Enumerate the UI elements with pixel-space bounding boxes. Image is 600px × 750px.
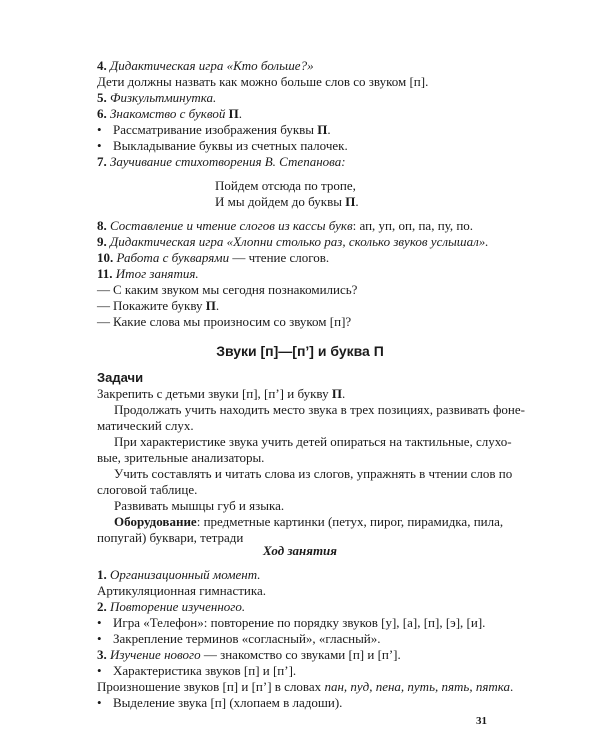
- item-label: Дидактическая игра «Кто больше?»: [110, 58, 314, 73]
- poem-tail: .: [355, 194, 359, 209]
- task-line: [97, 402, 527, 418]
- task-line: [97, 466, 527, 482]
- dialog-text: Покажите букву: [113, 298, 206, 313]
- task-line: [97, 434, 527, 450]
- lesson-item-2: [97, 599, 527, 615]
- item-4: [97, 58, 527, 74]
- poem-text: Пойдем отсюда по тропе,: [215, 178, 356, 193]
- equipment-label: Оборудование: [114, 514, 197, 529]
- letter-p: П: [331, 386, 342, 401]
- item-number: 3.: [97, 647, 107, 662]
- item-label: Дидактическая игра «Хлопни столько раз, сколько звуков услышал».: [110, 234, 489, 249]
- item-label: Изучение нового: [110, 647, 201, 662]
- item-label: Работа с букварями: [116, 250, 230, 265]
- item-11: [97, 266, 527, 282]
- lesson-text: [97, 679, 527, 695]
- dialog-text: С каким звуком мы сегодня познакомились?: [113, 282, 358, 297]
- item-10: [97, 250, 527, 266]
- equipment-line: [97, 514, 527, 530]
- task-text: Развивать мышцы губ и языка.: [114, 498, 285, 513]
- letter-p: П: [317, 122, 328, 137]
- task-tail: .: [341, 386, 346, 401]
- item-5: [97, 90, 527, 106]
- item-rest: — знакомство со звуками [п] и [п’].: [200, 647, 401, 662]
- bullet-icon: •: [97, 122, 102, 137]
- task-line: [97, 450, 527, 466]
- item-tail: .: [238, 106, 242, 121]
- item-number: 1.: [97, 567, 107, 582]
- item-number: 7.: [97, 154, 107, 169]
- item-text: Дети должны назвать как можно больше слов со звуком [п].: [97, 74, 429, 89]
- task-text: При характеристике звука учить детей опираться на тактильные, слухо-: [114, 434, 512, 449]
- dialog-line: [97, 282, 527, 298]
- item-9: [97, 234, 527, 250]
- poem-line-1: [215, 178, 356, 194]
- item-number: 9.: [97, 234, 107, 249]
- bullet-item: [97, 615, 527, 631]
- task-line: [97, 482, 527, 498]
- item-label: Составление и чтение слогов из кассы букв: [110, 218, 353, 233]
- bullet-icon: •: [97, 138, 102, 153]
- bullet-icon: •: [97, 631, 102, 646]
- item-rest: — чтение слогов.: [229, 250, 330, 265]
- dialog-line: [97, 298, 527, 314]
- dialog-line: [97, 314, 527, 330]
- bullet-item: [97, 122, 527, 138]
- letter-p: П: [228, 106, 239, 121]
- item-6: [97, 106, 527, 122]
- dash-mark: —: [97, 282, 110, 297]
- task-text: Закрепить с детьми звуки [п], [п’] и букву: [97, 386, 332, 401]
- item-number: 4.: [97, 58, 107, 73]
- dialog-tail: .: [215, 298, 220, 313]
- letter-p: П: [345, 194, 356, 209]
- item-label: Заучивание стихотворения В. Степанова:: [110, 154, 346, 169]
- item-number: 8.: [97, 218, 107, 233]
- item-label: Знакомство с буквой: [110, 106, 229, 121]
- letter-p: П: [205, 298, 216, 313]
- item-label: Организационный момент.: [110, 567, 261, 582]
- equipment-text: : предметные картинки (петух, пирог, пирамидка, пила,: [196, 514, 504, 529]
- item-number: 10.: [97, 250, 114, 265]
- item-number: 5.: [97, 90, 107, 105]
- lesson-item-1: [97, 567, 527, 583]
- section-title: Звуки [п]—[п’] и буква П: [216, 343, 384, 359]
- bullet-item: [97, 138, 527, 154]
- item-tail: .: [327, 122, 331, 137]
- item-number: 6.: [97, 106, 107, 121]
- bullet-icon: •: [97, 615, 102, 630]
- item-8: [97, 218, 527, 234]
- item-label: Физкультминутка.: [110, 90, 217, 105]
- task-text: Продолжать учить находить место звука в трех позициях, развивать фоне-: [114, 402, 525, 417]
- item-text: Закрепление терминов «согласный», «гласный».: [113, 631, 381, 646]
- item-text: Выкладывание буквы из счетных палочек.: [113, 138, 348, 153]
- task-line: [97, 418, 527, 434]
- item-number: 11.: [97, 266, 113, 281]
- lesson-item-3: [97, 647, 527, 663]
- bullet-item: [97, 695, 527, 711]
- task-text: матический слух.: [97, 418, 194, 433]
- tasks-heading: Задачи: [97, 370, 144, 385]
- item-7: [97, 154, 527, 170]
- item-text: Характеристика звуков [п] и [п’].: [113, 663, 297, 678]
- example-words: пан, пуд, пена, путь, пять, пятка: [324, 679, 511, 694]
- task-text: вые, зрительные анализаторы.: [97, 450, 265, 465]
- bullet-icon: •: [97, 695, 102, 710]
- poem-text: И мы дойдем до буквы: [215, 194, 346, 209]
- task-text: Учить составлять и читать слова из слогов, упражнять в чтении слов по: [114, 466, 513, 481]
- item-number: 2.: [97, 599, 107, 614]
- equipment-text: попугай) буквари, тетради: [97, 530, 244, 545]
- bullet-icon: •: [97, 663, 102, 678]
- lesson-tail: .: [510, 679, 514, 694]
- item-4-text: [97, 74, 527, 90]
- item-label: Повторение изученного.: [110, 599, 246, 614]
- item-text: Выделение звука [п] (хлопаем в ладоши).: [113, 695, 343, 710]
- lesson-text: [97, 583, 527, 599]
- dialog-text: Какие слова мы произносим со звуком [п]?: [113, 314, 352, 329]
- bullet-item: [97, 631, 527, 647]
- item-rest: : ап, уп, оп, па, пу, по.: [352, 218, 474, 233]
- dash-mark: —: [97, 314, 110, 329]
- lesson-heading: Ход занятия: [263, 543, 337, 558]
- task-line: [97, 498, 527, 514]
- item-text: Рассматривание изображения буквы: [113, 122, 318, 137]
- page-number: 31: [476, 715, 487, 727]
- task-line: [97, 386, 527, 402]
- lesson-text-content: Артикуляционная гимнастика.: [97, 583, 266, 598]
- dash-mark: —: [97, 298, 110, 313]
- lesson-text-content: Произношение звуков [п] и [п’] в словах: [97, 679, 325, 694]
- task-text: слоговой таблице.: [97, 482, 198, 497]
- item-label: Итог занятия.: [115, 266, 199, 281]
- poem-line-2: [215, 194, 359, 210]
- item-text: Игра «Телефон»: повторение по порядку звуков [у], [а], [п], [э], [и].: [113, 615, 486, 630]
- bullet-item: [97, 663, 527, 679]
